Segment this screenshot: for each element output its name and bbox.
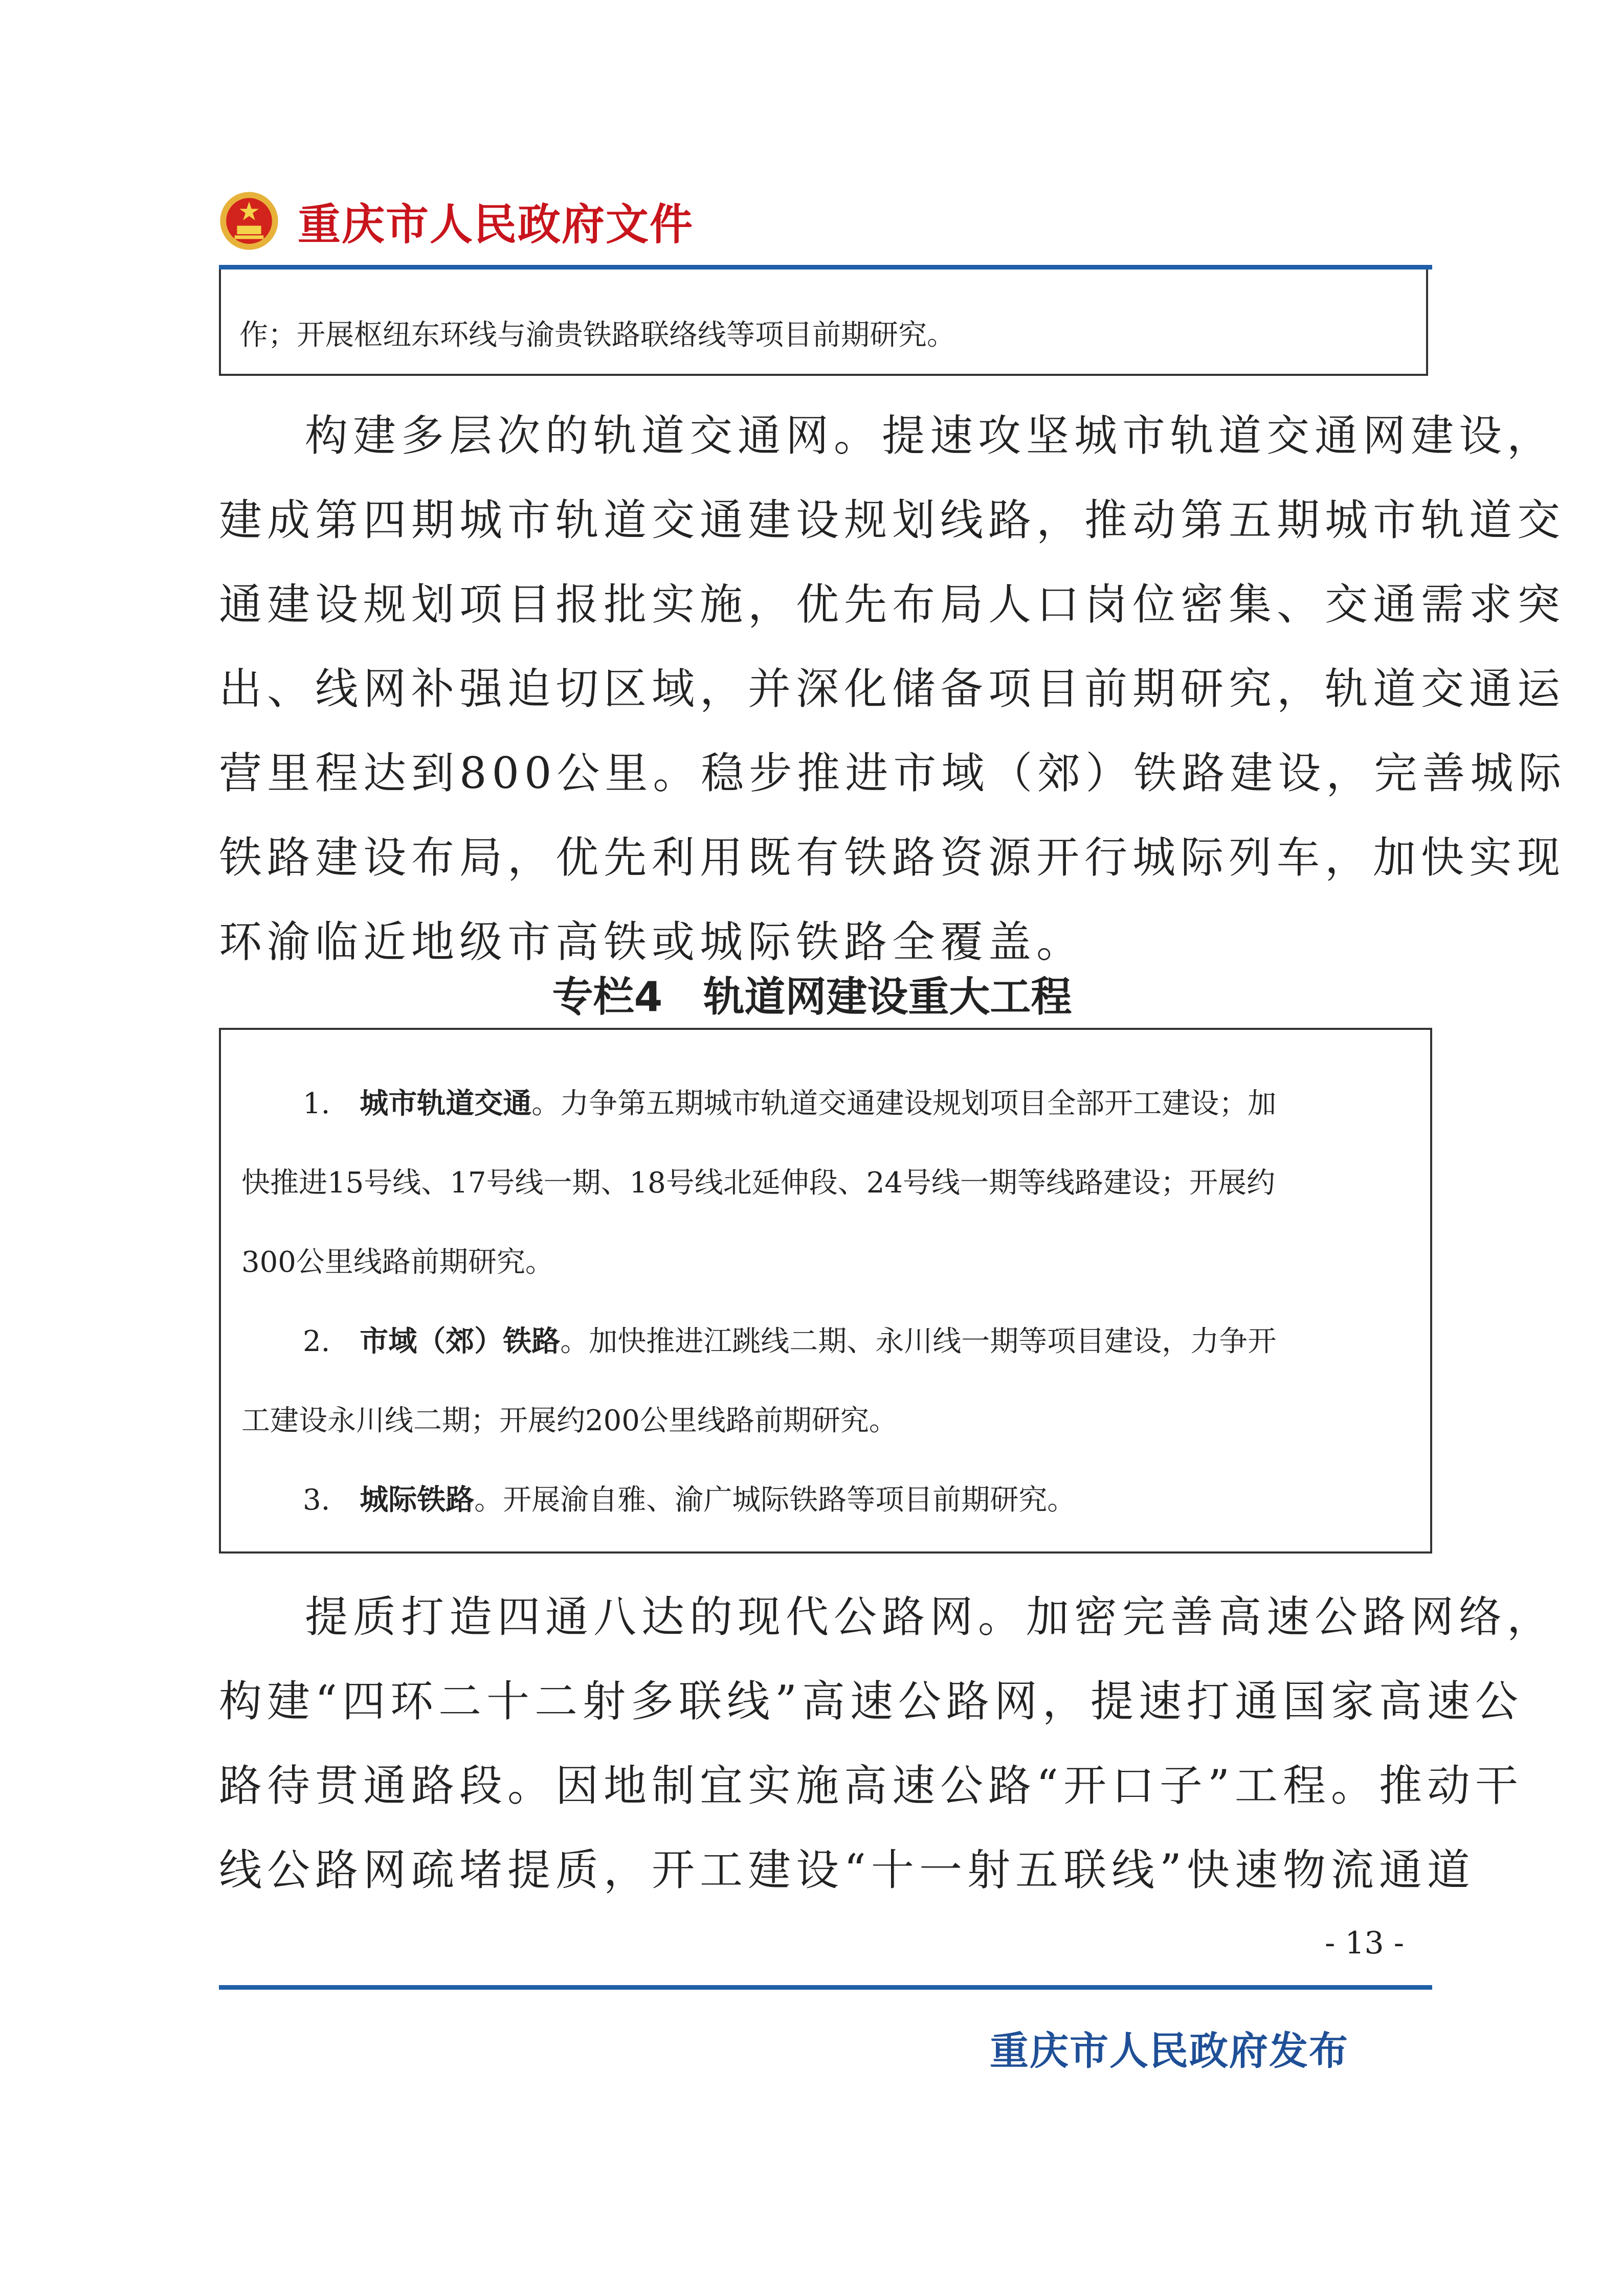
paragraph-line: 线公路网疏堵提质，开工建设“十一射五联线”快速物流通道 xyxy=(219,1845,1475,1895)
header-divider xyxy=(219,265,1432,269)
paragraph-line: 通建设规划项目报批实施，优先布局人口岗位密集、交通需求突 xyxy=(219,579,1566,629)
paragraph-line: 建成第四期城市轨道交通建设规划线路，推动第五期城市轨道交 xyxy=(219,495,1566,545)
item-number: 3. xyxy=(303,1483,330,1517)
document-header xyxy=(219,185,694,257)
item-number: 2. xyxy=(303,1325,330,1358)
paragraph-line: 铁路建设布局，优先利用既有铁路资源开行城际列车，加快实现 xyxy=(219,832,1566,883)
item-text: 。加快推进江跳线二期、永川线一期等项目建设，力争开 xyxy=(560,1325,1277,1358)
item-number: 1. xyxy=(303,1087,330,1120)
paragraph-line: 提质打造四通八达的现代公路网。加密完善高速公路网络， xyxy=(305,1592,1555,1642)
item-heading: 城市轨道交通 xyxy=(360,1087,532,1120)
panel-item-3 xyxy=(241,1477,1076,1518)
item-text: 工建设永川线二期；开展约200公里线路前期研究。 xyxy=(241,1404,898,1437)
paragraph-line: 构建“四环二十二射多联线”高速公路网，提速打通国家高速公 xyxy=(219,1676,1523,1726)
continued-panel-text: 作；开展枢纽东环线与渝贵铁路联络线等项目前期研究。 xyxy=(239,319,955,352)
item-text: 。力争第五期城市轨道交通建设规划项目全部开工建设；加 xyxy=(531,1087,1277,1120)
paragraph-highway-network xyxy=(219,1575,1555,1912)
item-text: 300公里线路前期研究。 xyxy=(241,1246,554,1279)
continued-panel xyxy=(219,269,1428,376)
panel-title: 专栏4 轨道网建设重大工程 xyxy=(552,973,1072,1021)
rail-projects-panel xyxy=(219,1028,1432,1554)
paragraph-rail-network xyxy=(219,394,1567,984)
item-heading: 城际铁路 xyxy=(360,1483,475,1517)
panel-item-1 xyxy=(241,1081,1276,1122)
footer-publisher: 重庆市人民政府发布 xyxy=(990,2028,1349,2074)
page-number: - 13 - xyxy=(1325,1925,1405,1961)
paragraph-line: 环渝临近地级市高铁或城际铁路全覆盖。 xyxy=(219,917,1085,967)
paragraph-line: 路待贯通路段。因地制宜实施高速公路“开口子”工程。推动干 xyxy=(219,1761,1523,1811)
document-header-title: 重庆市人民政府文件 xyxy=(298,199,694,250)
national-emblem-icon xyxy=(219,191,279,251)
footer-divider xyxy=(219,1985,1432,1990)
item-text: 快推进15号线、17号线一期、18号线北延伸段、24号线一期等线路建设；开展约 xyxy=(241,1166,1276,1200)
panel-item-2 xyxy=(241,1319,1276,1360)
item-text: 。开展渝自雅、渝广城际铁路等项目前期研究。 xyxy=(474,1483,1076,1517)
paragraph-line: 营里程达到800公里。稳步推进市域（郊）铁路建设，完善城际 xyxy=(219,748,1567,798)
paragraph-line: 构建多层次的轨道交通网。提速攻坚城市轨道交通网建设， xyxy=(305,411,1555,461)
item-heading: 市域（郊）铁路 xyxy=(360,1325,561,1358)
paragraph-line: 出、线网补强迫切区域，并深化储备项目前期研究，轨道交通运 xyxy=(219,664,1566,714)
